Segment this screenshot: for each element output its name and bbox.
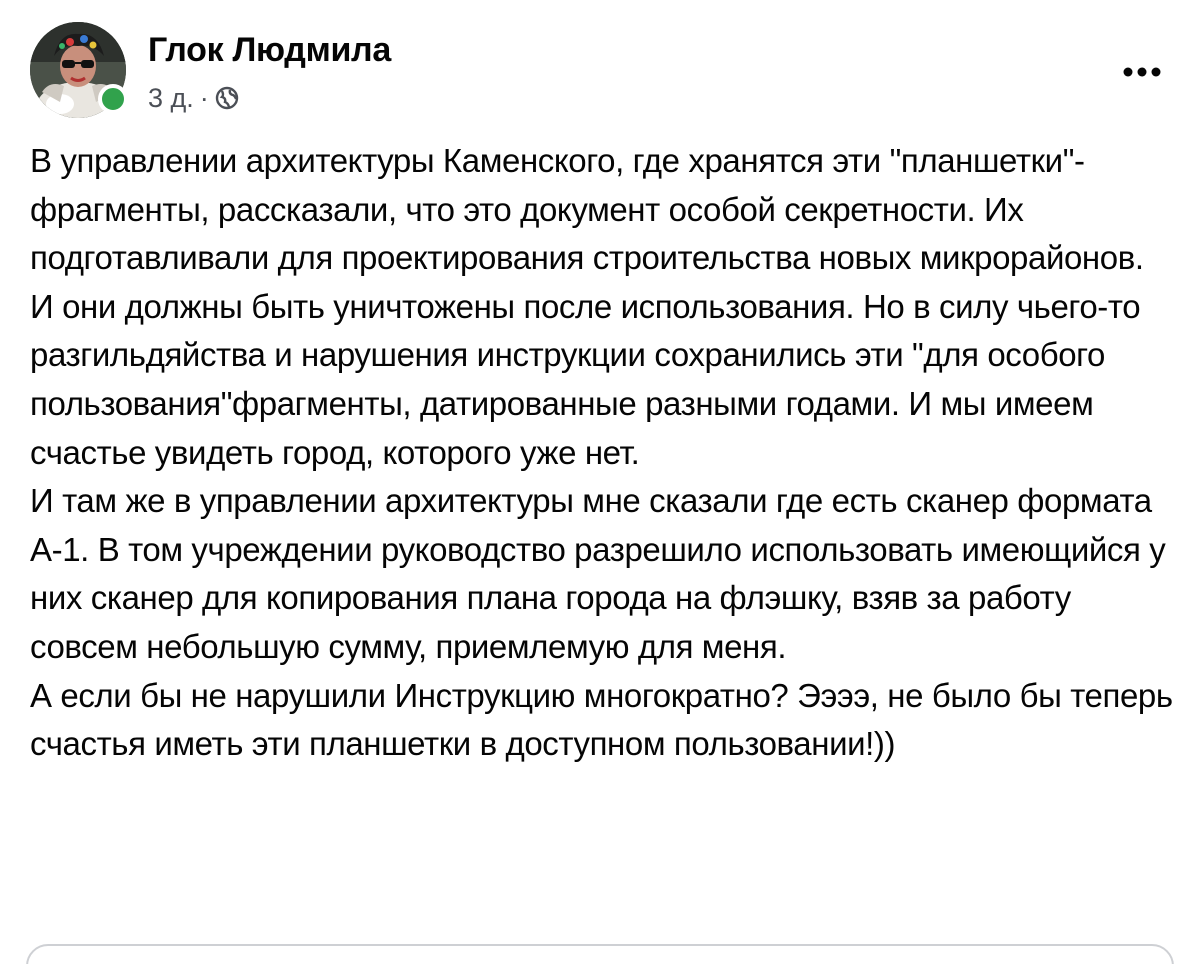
- post-paragraph: И там же в управлении архитектуры мне сказали где есть сканер формата А-1. В том учреждении руководство разрешило использовать имеющийся у них сканер для копирования плана города на флэшку, взяв за работу совсем небольшую сумму, приемлемую для меня.: [30, 482, 1175, 665]
- avatar[interactable]: [30, 22, 126, 118]
- more-options-button[interactable]: [1114, 52, 1170, 92]
- author-name[interactable]: Глок Людмила: [148, 31, 391, 69]
- online-status-dot: [98, 84, 128, 114]
- globe-icon[interactable]: [215, 86, 239, 110]
- post-paragraph: В управлении архитектуры Каменского, где хранятся эти "планшетки"-фрагменты, рассказали, что это документ особой секретности. Их подготавливали для проектирования строительства новых микрорайонов. И они должны быть уничтожены после использования. Но в силу чьего-то разгильдяйства и нарушения инструкции сохранились эти "для особого пользования"фрагменты, датированные разными годами. И мы имеем счастье увидеть город, которого уже нет.: [30, 142, 1153, 471]
- more-horizontal-icon: [1122, 66, 1162, 78]
- meta-separator: ·: [199, 82, 209, 113]
- post-body: [30, 137, 1182, 769]
- link-attachment-card[interactable]: [26, 944, 1174, 964]
- post-header: [30, 22, 1170, 122]
- post-paragraph: А если бы не нарушили Инструкцию многократно? Ээээ, не было бы теперь счастья иметь эти планшетки в доступном пользовании!)): [30, 676, 1182, 763]
- post-timestamp[interactable]: 3 д.: [148, 82, 194, 113]
- post-meta: [148, 78, 239, 118]
